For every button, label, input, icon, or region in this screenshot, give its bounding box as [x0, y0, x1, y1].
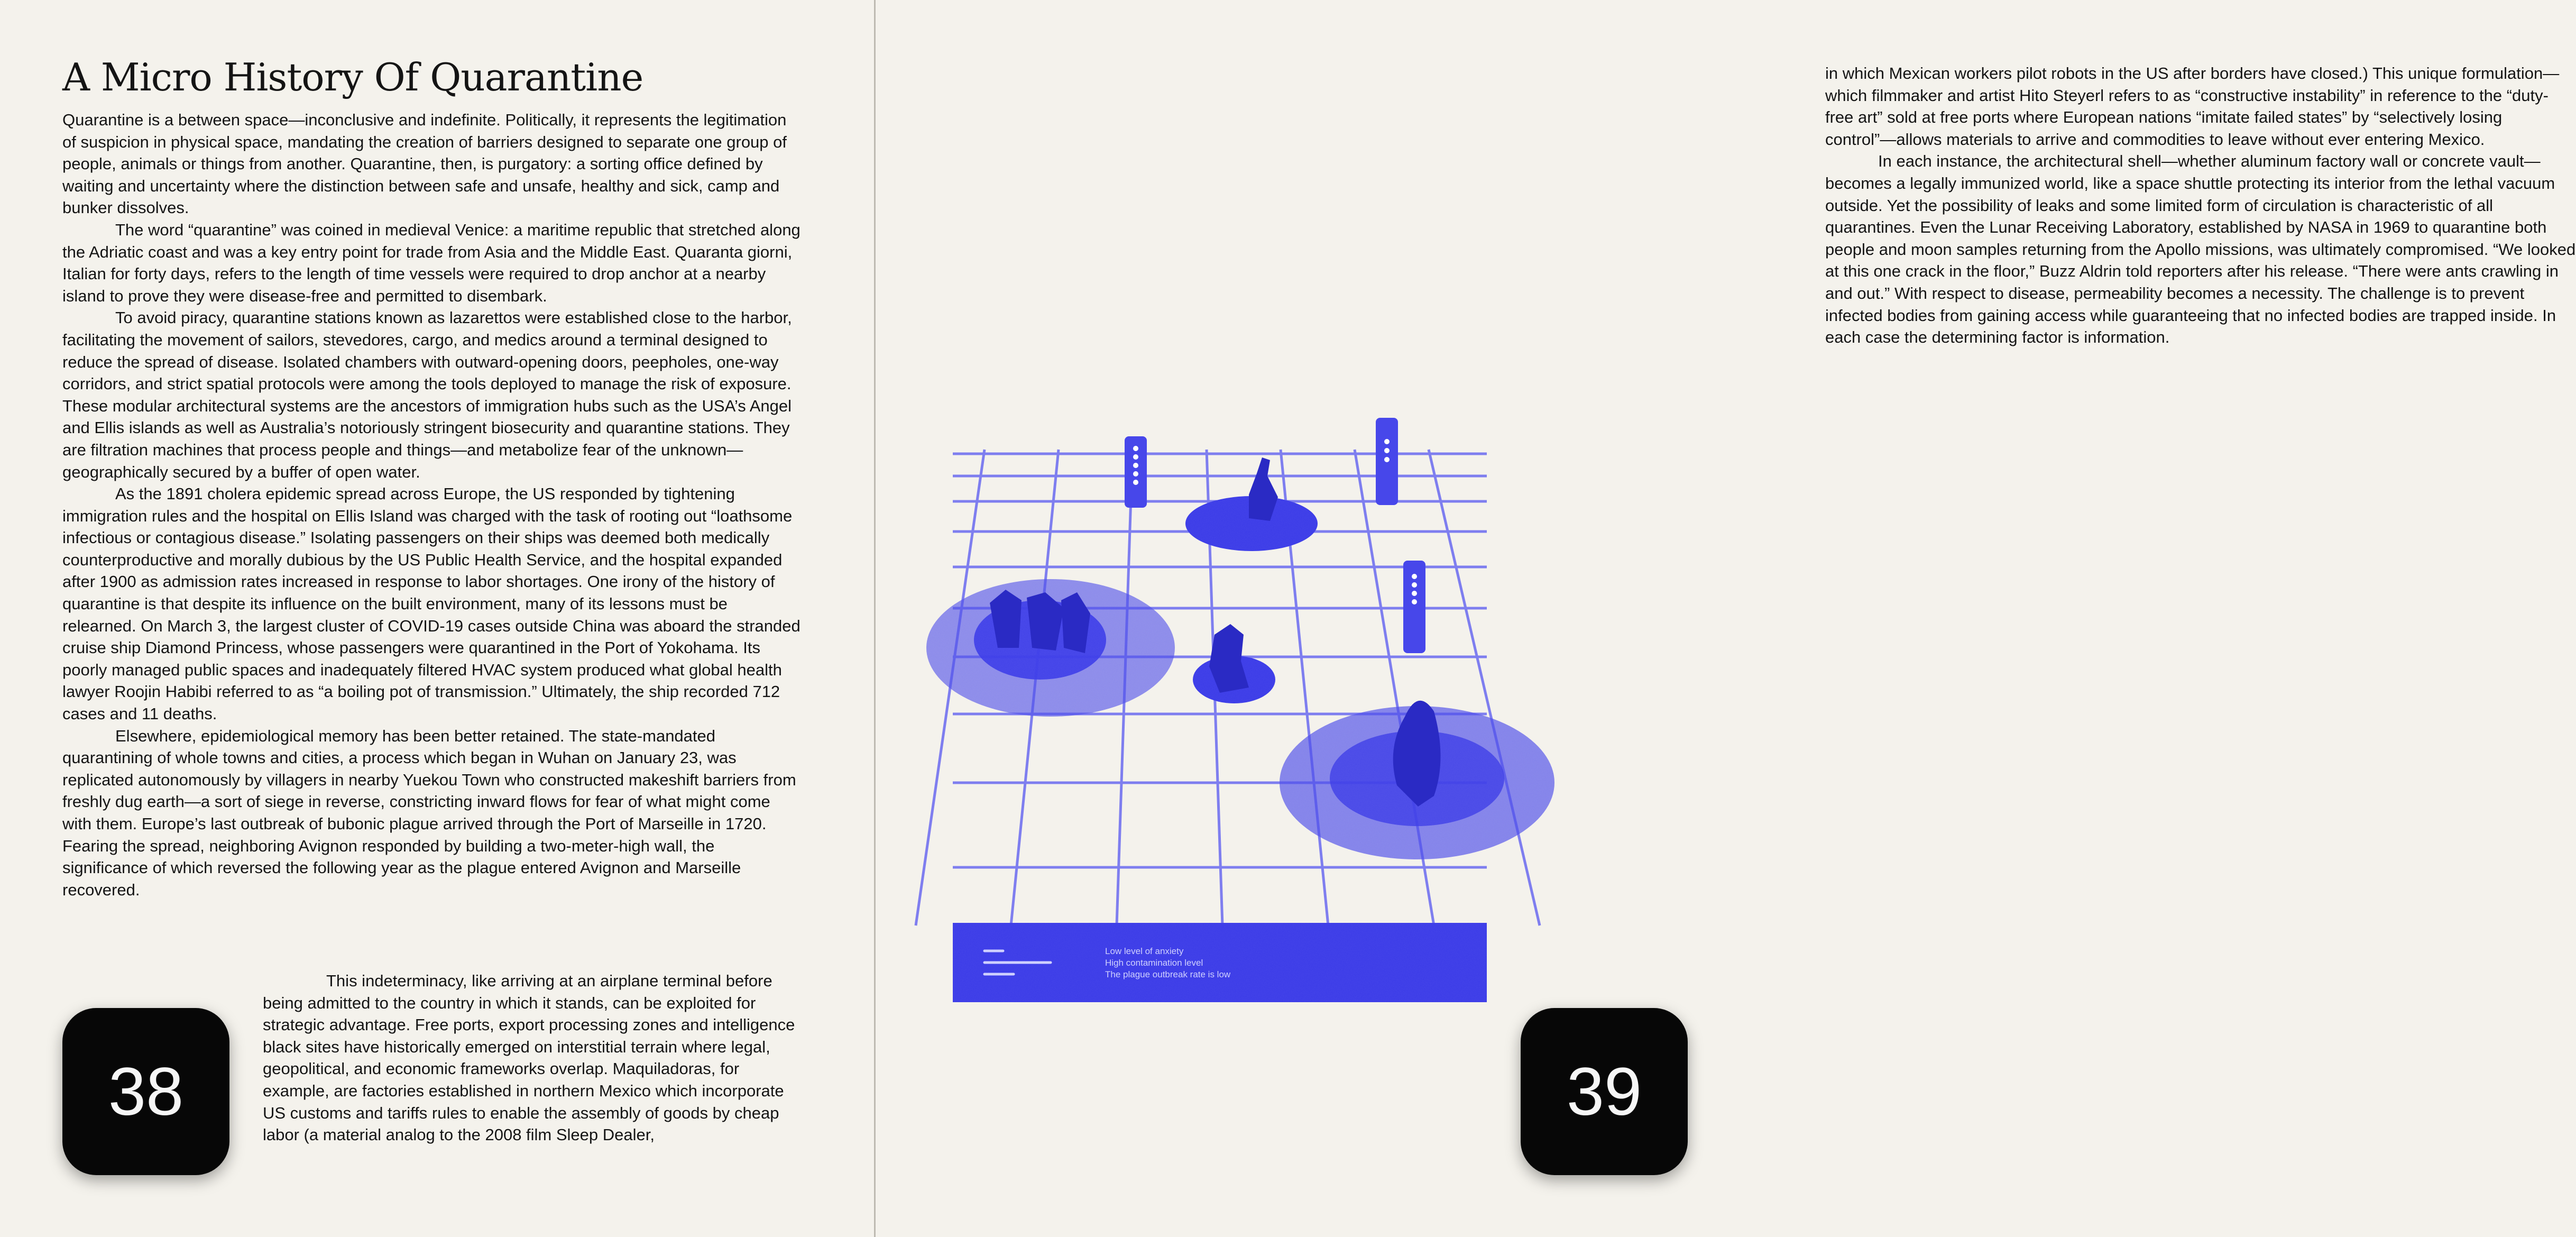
paragraph: The word “quarantine” was coined in medieval Venice: a maritime republic that stretched along the Adriatic coast and was a key entry point for trade from Asia and the Middle East. Quaranta giorni, Italian for forty days, refers to the length of time vessels were required to drop anchor at a nearby island to prove they were disease-free and permitted to disembark. — [62, 220, 801, 305]
illustration-svg — [926, 418, 1513, 1005]
paragraph: Elsewhere, epidemiological memory has been better retained. The state-mandated quarantining of whole towns and cities, a process which began in Wuhan on January 23, was replicated autonomously by villagers in nearby Yuekou Town who constructed makeshift barriers from freshly dug earth—a sort of siege in reverse, constricting inward flows for fear of what might come with them. Europe’s last outbreak of bubonic plague arrived through the Port of Marseille in 1720. Fearing the spread, neighboring Avignon responded by building a two-meter-high wall, the significance of which reversed the following year as the plague entered Avignon and Marseille recovered. — [62, 726, 796, 899]
legend-label: High contamination level — [1105, 958, 1203, 968]
page-number-badge: 38 — [62, 1008, 229, 1175]
quarantine-illustration — [926, 418, 1513, 1005]
left-body-text — [62, 109, 803, 901]
paragraph: in which Mexican workers pilot robots in the US after borders have closed.) This unique formulation—which filmmaker and artist Hito Steyerl refers to as “constructive instability” in reference to the “duty-free art” sold at free ports where European nations “imitate failed states” by “selectively losing control”—allows materials to arrive and commodities to leave without ever entering Mexico. — [1825, 64, 2560, 149]
left-narrow-column — [263, 970, 797, 1146]
right-page — [876, 0, 2576, 1237]
right-body-text — [1825, 62, 2576, 349]
paragraph: As the 1891 cholera epidemic spread across Europe, the US responded by tightening immigration rules and the hospital on Ellis Island was charged with the task of rooting out “loathsome infectious or contagious disease.” Isolating passengers on their ships was deemed both medically counterproductive and morally dubious by the US Public Health Service, and the hospital expanded after 1900 as admission rates increased in response to labor shortages. One irony of the history of quarantine is that despite its influence on the built environment, many of its lessons must be relearned. On March 3, the largest cluster of COVID-19 cases outside China was aboard the stranded cruise ship Diamond Princess, whose passengers were quarantined in the Port of Yokohama. Its poorly managed public spaces and inadequately filtered HVAC system produced what global health lawyer Roojin Habibi referred to as “a boiling pot of transmission.” Ultimately, the ship recorded 712 cases and 11 deaths. — [62, 484, 801, 723]
article-title: A Micro History Of Quarantine — [62, 55, 643, 99]
page-number-badge: 39 — [1521, 1008, 1688, 1175]
paragraph: To avoid piracy, quarantine stations known as lazarettos were established close to the harbor, facilitating the movement of sailors, stevedores, cargo, and medics around a terminal designed to reduce the spread of disease. Isolated chambers with outward-opening doors, peepholes, one-way corridors, and strict spatial protocols were among the tools deployed to manage the risk of exposure. These modular architectural systems are the ancestors of immigration hubs such as the USA’s Angel and Ellis islands as well as Australia’s notoriously stringent biosecurity and quarantine stations. They are filtration machines that process people and things—and metabolize fear of the unknown—geographically secured by a buffer of open water. — [62, 308, 792, 481]
left-page — [0, 0, 874, 1237]
legend-label: Low level of anxiety — [1105, 946, 1184, 956]
paragraph: This indeterminacy, like arriving at an airplane terminal before being admitted to the country in which it stands, can be exploited for strategic advantage. Free ports, export processing zones and intelligence black sites have historically emerged on interstitial terrain where legal, geopolitical, and economic frameworks overlap. Maquiladoras, for example, are factories established in northern Mexico which incorporate US customs and tariffs rules to enable the assembly of goods by cheap labor (a material analog to the 2008 film Sleep Dealer, — [263, 972, 795, 1144]
paragraph: Quarantine is a between space—inconclusive and indefinite. Politically, it represents the legitimation of suspicion in physical space, mandating the creation of barriers designed to separate one group of people, animals or things from another. Quarantine, then, is purgatory: a sorting office defined by waiting and uncertainty where the distinction between safe and unsafe, healthy and sick, camp and bunker dissolves. — [62, 111, 787, 217]
legend-label: The plague outbreak rate is low — [1105, 969, 1231, 979]
paragraph: In each instance, the architectural shell—whether aluminum factory wall or concrete vault—becomes a legally immunized world, like a space shuttle protecting its interior from the lethal vacuum outside. Yet the possibility of leaks and some limited form of circulation is characteristic of all quarantines. Even the Lunar Receiving Laboratory, established by NASA in 1969 to quarantine both people and moon samples returning from the Apollo missions, was ultimately compromised. “We looked at this one crack in the floor,” Buzz Aldrin told reporters after his release. “There were ants crawling in and out.” With respect to disease, permeability becomes a necessity. The challenge is to prevent infected bodies from gaining access while guaranteeing that no infected bodies are trapped inside. In each case the determining factor is information. — [1825, 152, 2576, 347]
